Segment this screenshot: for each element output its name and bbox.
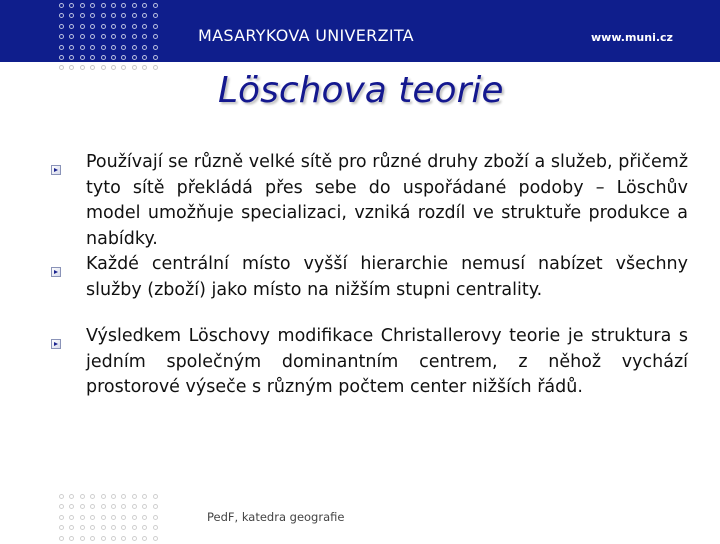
- dot-icon: [111, 13, 116, 18]
- dot-icon: [101, 34, 106, 39]
- dot-icon: [59, 34, 64, 39]
- dot-icon: [80, 34, 85, 39]
- bullet-text: Každé centrální místo vyšší hierarchie nemusí nabízet všechny služby (zboží) jako místo na nižším stupni centrality.: [86, 254, 688, 300]
- dot-icon: [121, 45, 126, 50]
- dot-icon: [69, 515, 74, 520]
- dot-icon: [142, 45, 147, 50]
- dot-pattern-top: [57, 1, 161, 74]
- dot-pattern-bottom: [57, 492, 161, 544]
- dot-icon: [142, 504, 147, 509]
- dot-icon: [153, 13, 158, 18]
- dot-icon: [59, 504, 64, 509]
- dot-icon: [69, 24, 74, 29]
- dot-icon: [121, 24, 126, 29]
- dot-icon: [80, 45, 85, 50]
- dot-icon: [111, 24, 116, 29]
- dot-icon: [80, 494, 85, 499]
- dot-icon: [69, 525, 74, 530]
- dot-icon: [121, 55, 126, 60]
- dot-icon: [153, 504, 158, 509]
- dot-icon: [69, 34, 74, 39]
- dot-icon: [90, 34, 95, 39]
- bullet-arrow-icon: [51, 267, 61, 277]
- dot-icon: [59, 3, 64, 8]
- dot-icon: [142, 13, 147, 18]
- dot-icon: [69, 55, 74, 60]
- dot-icon: [142, 494, 147, 499]
- dot-icon: [90, 3, 95, 8]
- dot-icon: [111, 504, 116, 509]
- dot-icon: [59, 55, 64, 60]
- dot-icon: [90, 55, 95, 60]
- dot-icon: [101, 494, 106, 499]
- dot-icon: [101, 65, 106, 70]
- university-name: MASARYKOVA UNIVERZITA: [198, 26, 414, 45]
- dot-icon: [121, 65, 126, 70]
- dot-icon: [59, 65, 64, 70]
- dot-icon: [111, 515, 116, 520]
- dot-icon: [90, 45, 95, 50]
- bullet-arrow-icon: [51, 339, 61, 349]
- dot-icon: [59, 13, 64, 18]
- dot-icon: [101, 13, 106, 18]
- dot-icon: [69, 3, 74, 8]
- dot-icon: [101, 515, 106, 520]
- dot-icon: [80, 515, 85, 520]
- dot-icon: [111, 65, 116, 70]
- dot-icon: [69, 504, 74, 509]
- dot-icon: [153, 65, 158, 70]
- dot-icon: [132, 34, 137, 39]
- dot-icon: [132, 24, 137, 29]
- dot-icon: [69, 494, 74, 499]
- dot-icon: [59, 525, 64, 530]
- dot-icon: [90, 13, 95, 18]
- bullet-text: Výsledkem Löschovy modifikace Christallerovy teorie je struktura s jedním společným dominantním centrem, z něhož vychází prostorové výseče s různým počtem center nižších řádů.: [86, 326, 688, 397]
- slide-title: Löschova teorie: [218, 70, 504, 111]
- dot-icon: [121, 13, 126, 18]
- dot-icon: [121, 34, 126, 39]
- dot-icon: [153, 525, 158, 530]
- dot-icon: [132, 55, 137, 60]
- dot-icon: [153, 494, 158, 499]
- dot-icon: [142, 55, 147, 60]
- dot-icon: [142, 34, 147, 39]
- dot-icon: [132, 45, 137, 50]
- dot-icon: [101, 525, 106, 530]
- dot-icon: [90, 515, 95, 520]
- dot-icon: [153, 3, 158, 8]
- dot-icon: [142, 24, 147, 29]
- footer-text: PedF, katedra geografie: [207, 510, 345, 524]
- dot-icon: [101, 504, 106, 509]
- dot-icon: [132, 13, 137, 18]
- dot-icon: [80, 3, 85, 8]
- dot-icon: [80, 24, 85, 29]
- dot-icon: [90, 24, 95, 29]
- dot-icon: [90, 65, 95, 70]
- dot-icon: [142, 525, 147, 530]
- dot-icon: [80, 55, 85, 60]
- bullet-arrow-icon: [51, 165, 61, 175]
- dot-icon: [90, 525, 95, 530]
- dot-icon: [69, 45, 74, 50]
- dot-icon: [132, 515, 137, 520]
- dot-icon: [111, 55, 116, 60]
- dot-icon: [80, 65, 85, 70]
- dot-icon: [121, 515, 126, 520]
- dot-icon: [153, 45, 158, 50]
- dot-icon: [132, 3, 137, 8]
- dot-icon: [69, 65, 74, 70]
- dot-icon: [153, 34, 158, 39]
- dot-icon: [111, 525, 116, 530]
- dot-icon: [121, 525, 126, 530]
- dot-icon: [59, 515, 64, 520]
- dot-icon: [59, 45, 64, 50]
- dot-icon: [101, 3, 106, 8]
- dot-icon: [101, 24, 106, 29]
- dot-icon: [69, 13, 74, 18]
- dot-icon: [90, 504, 95, 509]
- slide-content: [48, 150, 688, 401]
- dot-icon: [153, 55, 158, 60]
- bullet-item: [48, 150, 688, 252]
- dot-icon: [121, 504, 126, 509]
- dot-icon: [142, 3, 147, 8]
- website-link[interactable]: www.muni.cz: [591, 31, 673, 44]
- dot-icon: [132, 65, 137, 70]
- dot-icon: [101, 55, 106, 60]
- dot-icon: [80, 13, 85, 18]
- dot-icon: [101, 45, 106, 50]
- dot-icon: [153, 515, 158, 520]
- dot-icon: [59, 494, 64, 499]
- bullet-item: [48, 252, 688, 303]
- dot-icon: [80, 525, 85, 530]
- dot-icon: [142, 65, 147, 70]
- dot-icon: [132, 525, 137, 530]
- dot-icon: [111, 34, 116, 39]
- dot-icon: [80, 504, 85, 509]
- dot-icon: [111, 45, 116, 50]
- dot-icon: [121, 3, 126, 8]
- dot-icon: [132, 494, 137, 499]
- dot-icon: [153, 24, 158, 29]
- bullet-text: Používají se různě velké sítě pro různé druhy zboží a služeb, přičemž tyto sítě překládá přes sebe do uspořádané podoby – Löschův model umožňuje specializaci, vzniká rozdíl ve struktuře produkce a nabídky.: [86, 152, 688, 249]
- dot-icon: [132, 504, 137, 509]
- dot-icon: [59, 24, 64, 29]
- dot-icon: [111, 3, 116, 8]
- dot-icon: [111, 494, 116, 499]
- dot-icon: [90, 494, 95, 499]
- dot-icon: [121, 494, 126, 499]
- bullet-item: [48, 324, 688, 401]
- dot-icon: [142, 515, 147, 520]
